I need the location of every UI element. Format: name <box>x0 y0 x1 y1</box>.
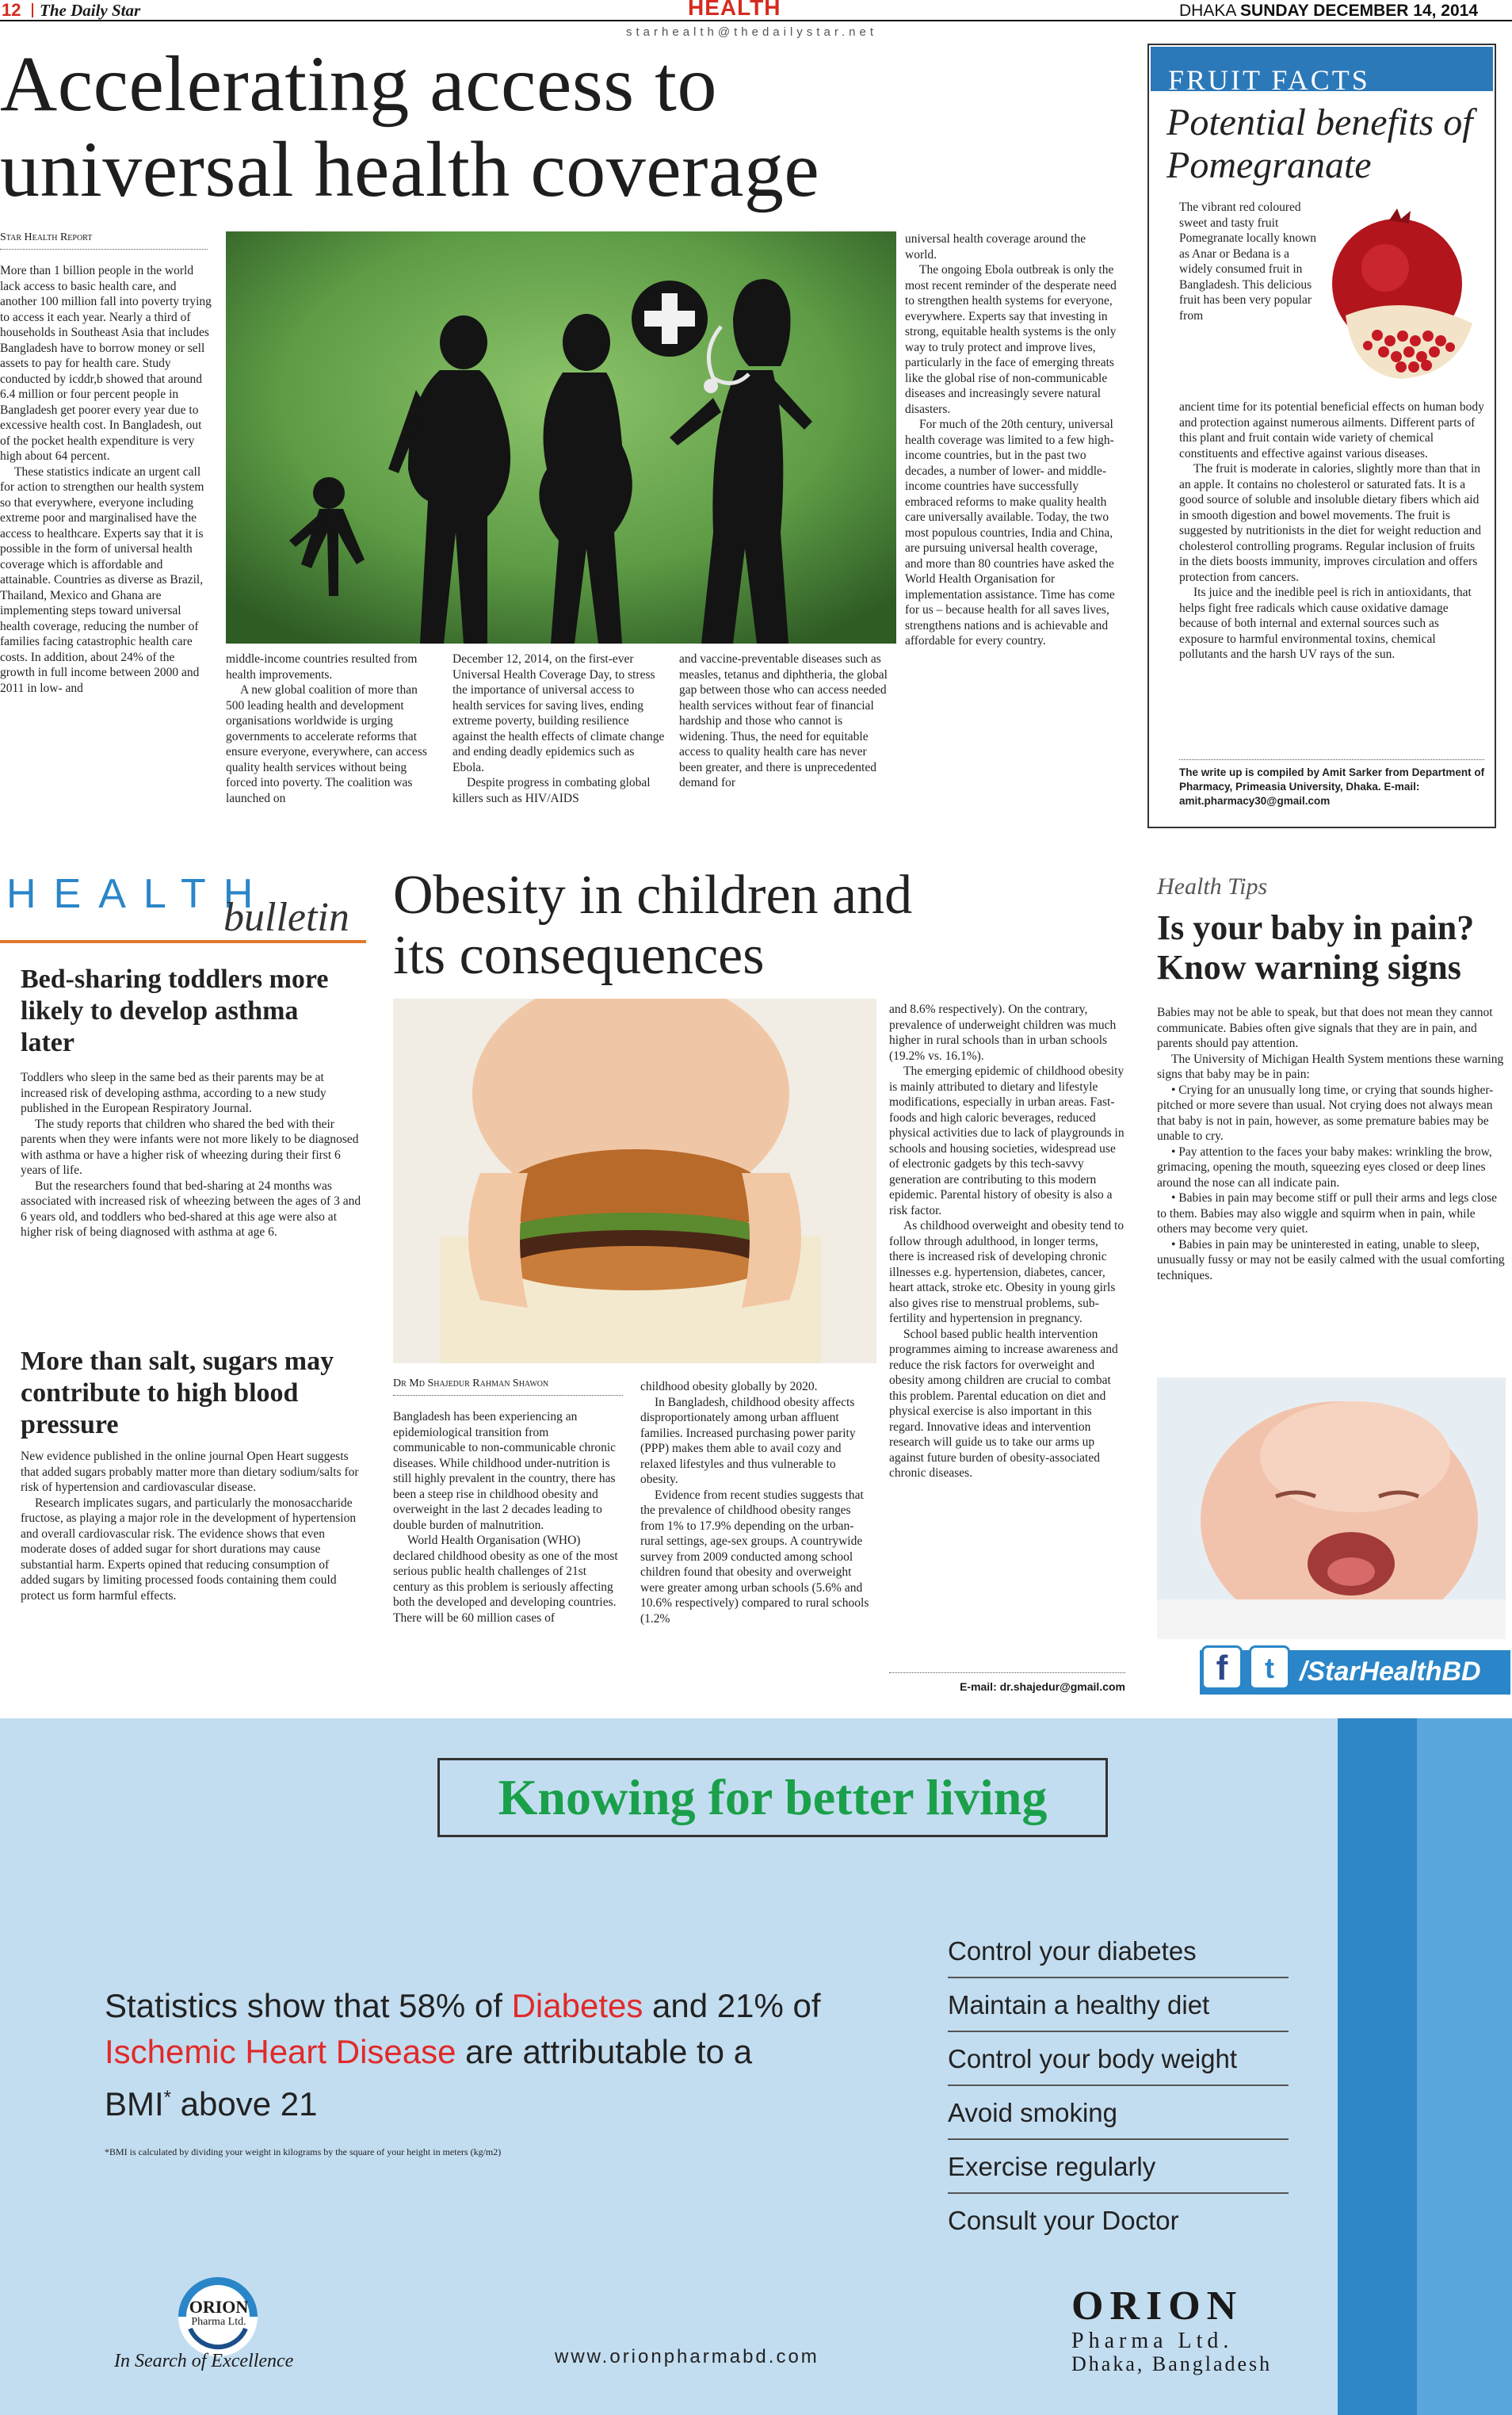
bulletin-rule <box>0 940 366 943</box>
lead-col-3 <box>452 652 665 842</box>
tips-title-line2: Know warning signs <box>1157 948 1461 987</box>
orion-company-sub: Pharma Ltd. <box>1071 2329 1234 2353</box>
fruit-facts-label-text: FRUIT FACTS <box>1168 64 1370 91</box>
ad-tip-4: Avoid smoking <box>948 2086 1289 2140</box>
twitter-icon[interactable] <box>1249 1645 1290 1690</box>
obesity-col3-p1: and 8.6% respectively). On the contrary, prevalence of underweight children was much higher in rural schools than in urban schools (19.2% vs. 16.1%). <box>889 1003 1117 1063</box>
obesity-col-3 <box>889 1002 1125 1668</box>
ad-statistic <box>105 1983 897 2127</box>
lead-col-4 <box>679 652 892 842</box>
ad-stat-ihd: Ischemic Heart Disease <box>105 2033 456 2070</box>
lead-col-2 <box>226 652 438 842</box>
dateline <box>1179 2 1478 21</box>
lead-col3-p2: Despite progress in combating global killers such as HIV/AIDS <box>452 776 651 805</box>
dateline-date: SUNDAY DECEMBER 14, 2014 <box>1240 2 1479 20</box>
fruit-facts-rule <box>1179 759 1484 760</box>
ad-stat-part2: and 21% of <box>643 1987 821 2024</box>
lead-col2-p2: A new global coalition of more than 500 leading health and development organisations worldwide is urging governments to accelerate reforms that ensure everyone, everywhere, can access quality health services without being forced into poverty. The coalition was launched on <box>226 683 427 805</box>
fruit-facts-p3: Its juice and the inedible peel is rich in antioxidants, that helps fight free radicals which cause oxidative damage because of both internal and external sources such as exposure to harmful environmental toxins, chemical pollutants and the harsh UV rays of the sun. <box>1179 586 1472 661</box>
ad-tip-2: Maintain a healthy diet <box>948 1978 1289 2032</box>
lead-col5-p1: universal health coverage around the world. <box>905 232 1086 262</box>
lead-headline-line1: Accelerating access to <box>0 40 717 128</box>
bulletin-story1-p3: But the researchers found that bed-sharing at 24 months was associated with increased risk of wheezing between the ages of 3 and 6 years old, and toddlers who bed-shared at this age were also at higher risk of being diagnosed with asthma at age 6. <box>21 1179 361 1239</box>
orion-company-city: Dhaka, Bangladesh <box>1071 2352 1273 2375</box>
lead-col5-p2: The ongoing Ebola outbreak is only the most recent reminder of the desperate need to strengthen health systems for everyone, everywhere. Experts say that investing in strong, equitable health systems is the only way to truly protect and improve lives, particularly in the face of emerging threats like the global rise of non-communicable diseases and increasingly severe natural disasters. <box>905 263 1117 416</box>
tips-p1: Babies may not be able to speak, but that does not mean they cannot communicate. Babies often give signals that they are in pain, and parents should pay attention. <box>1157 1006 1493 1050</box>
pomegranate-image <box>1322 204 1490 387</box>
ad-tip-5: Exercise regularly <box>948 2140 1289 2194</box>
obesity-col2-p3: Evidence from recent studies suggests that the prevalence of childhood obesity ranges from 1% to 17.9% depending on the urban-rural settings, age-sex groups. A countrywide survey from 2009 conducted among school children found that obesity and overweight were greater among urban schools (5.6% and 10.6% respectively) compared to rural schools (1.2% <box>640 1488 869 1626</box>
obesity-title-line1: Obesity in children and <box>393 865 913 926</box>
ad-tip-1: Control your diabetes <box>948 1924 1289 1978</box>
fruit-facts-wrap-text <box>1179 200 1326 406</box>
obesity-col3-p2: The emerging epidemic of childhood obesity is mainly attributed to dietary and lifestyle modifications, especially in urban areas. Fast-foods and high caloric beverages, reduced physical activities due to lack of playgrounds in schools and housing societies, widespread use of electronic gadgets by this tech-savvy generation are contributing to this modern epidemic. Parental history of obesity is also a risk factor. <box>889 1064 1124 1217</box>
facebook-icon-glyph: f <box>1216 1649 1228 1687</box>
tips-p6: • Babies in pain may be uninterested in eating, unable to sleep, unusually fussy or may not be easily calmed with the usual comforting techniques. <box>1157 1237 1505 1282</box>
tips-p5: • Babies in pain may become stiff or pull their arms and legs close to them. Babies may also wiggle and squirm when in pain, while others may become very quiet. <box>1157 1191 1498 1236</box>
fruit-facts-body <box>1179 399 1484 748</box>
obesity-byline: Dr Md Shajedur Rahman Shawon <box>393 1378 623 1396</box>
tips-title-line1: Is your baby in pain? <box>1157 908 1475 947</box>
ad-headline: Knowing for better living <box>498 1769 1048 1825</box>
ad-tips-list <box>948 1924 1289 2248</box>
tips-kicker: Health Tips <box>1157 873 1268 900</box>
orion-company-name: ORION <box>1071 2283 1243 2329</box>
lead-byline: Star Health Report <box>0 231 208 250</box>
lead-col5-p3: For much of the 20th century, universal health coverage was limited to a few high-income countries, but in the past two decades, a number of lower- and middle-income countries have successfully embraced reforms to make quality health care universally available. Today, the two most populous countries, India and China, are pursuing universal health coverage, and more than 80 countries have asked the World Health Organisation for implementation assistance. Time has come for us – because health for all saves lives, strengthens nations and is achievable and affordable for every country. <box>905 418 1115 648</box>
obesity-col3-p4: School based public health intervention programmes aiming to increase awareness and reduce the risk factors for overweight and obesity among children are crucial to combat this problem. Parental education on diet and physical exercise is also important in this regard. Innovative ideas and intervention research will guide us to take our arms up against future burden of obesity-associated chronic diseases. <box>889 1327 1118 1480</box>
tips-p2: The University of Michigan Health System mentions these warning signs that baby may be in pain: <box>1157 1052 1504 1081</box>
lead-illustration <box>226 231 896 644</box>
bulletin-story2-title: More than salt, sugars may contribute to high blood pressure <box>21 1347 334 1439</box>
obesity-col3-p3: As childhood overweight and obesity tend to follow through adulthood, in longer terms, there is increased risk of developing chronic illnesses e.g. hypertension, diabetes, cancer, heart attack, stroke etc. Obesity in young girls also gives rise to menstrual problems, sub-fertility and hypertension in pregnancy. <box>889 1219 1124 1325</box>
ad-stat-part3: are attributable to a <box>456 2033 753 2070</box>
ad-stat-part5: above 21 <box>171 2085 318 2123</box>
tips-body <box>1157 1005 1506 1373</box>
obesity-email: E-mail: dr.shajedur@gmail.com <box>960 1680 1125 1693</box>
ad-headline-box <box>437 1758 1108 1837</box>
page-number: 12 <box>2 0 21 20</box>
bulletin-script-word: bulletin <box>223 895 349 940</box>
fruit-facts-title-line1: Potential benefits of <box>1166 101 1473 143</box>
lead-col-5 <box>905 231 1117 842</box>
ad-stat-part1: Statistics show that 58% of <box>105 1987 512 2024</box>
lead-col3-p1: December 12, 2014, on the first-ever Universal Health Coverage Day, to stress the importance of universal access to health services for saving lives, ending extreme poverty, building resilience against the health effects of climate change and ending deadly epidemics such as Ebola. <box>452 652 665 774</box>
baby-photo <box>1157 1378 1506 1639</box>
lead-col1-p1: More than 1 billion people in the world lack access to basic health care, and another 100 million fall into poverty trying to access it each year. Nearly a third of households in Southeast Asia that includes Bangladesh have to borrow money or sell assets to pay for health care. Study conducted by icddr,b showed that around 6.4 million or four percent people in Bangladesh get poorer every year due to excessive health cost. In Bangladesh, out of the pocket health expenditure is very high about 64 percent. <box>0 264 212 463</box>
ad-tip-3: Control your body weight <box>948 2032 1289 2086</box>
obesity-title-line2: its consequences <box>393 925 765 986</box>
fruit-facts-p1-wrap: The vibrant red coloured sweet and tasty fruit Pomegranate locally known as Anar or Bedana is a widely consumed fruit in Bangladesh. This delicious fruit has been very popular from <box>1179 201 1317 323</box>
orion-tagline: In Search of Excellence <box>114 2351 294 2371</box>
fruit-facts-title-line2: Pomegranate <box>1166 144 1372 186</box>
obesity-col-1 <box>393 1409 623 1702</box>
header-email: starhealth@thedailystar.net <box>626 25 877 39</box>
ad-stripe-dark <box>1338 1718 1417 2415</box>
ad-footnote: *BMI is calculated by dividing your weight in kilograms by the square of your height in meters (kg/m2) <box>105 2146 502 2157</box>
orion-logo-word: ORION <box>189 2297 249 2317</box>
fruit-facts-label <box>1151 47 1493 91</box>
obesity-photo <box>393 999 876 1363</box>
social-handle[interactable]: /StarHealthBD <box>1300 1656 1481 1687</box>
crying-baby-photo <box>1157 1378 1506 1639</box>
ad-stat-diabetes: Diabetes <box>511 1987 643 2024</box>
pomegranate-icon <box>1322 204 1490 387</box>
lead-col-1 <box>0 263 212 838</box>
bulletin-story2-p1: New evidence published in the online journal Open Heart suggests that added sugars probably matter more than dietary sodium/salts for risk of hypertension and cardiovascular disease. <box>21 1450 359 1494</box>
bulletin-story2-p2: Research implicates sugars, and particularly the monosaccharide fructose, as playing a major role in the development of hypertension and overall cardiovascular risk. The evidence shows that even moderate doses of added sugar for short durations may cause substantial harm. Experts opined that reducing consumption of added sugars by limiting processed foods containing them could protect us form harmful effects. <box>21 1496 357 1603</box>
lead-col2-p1: middle-income countries resulted from health improvements. <box>226 652 418 682</box>
child-burger-photo <box>393 999 876 1363</box>
tips-p4: • Pay attention to the faces your baby makes: wrinkling the brow, grimacing, opening the mouth, squeezing eyes closed or deep lines around the nose can all indicate pain. <box>1157 1144 1492 1190</box>
tips-p3: • Crying for an unusually long time, or crying that sounds higher-pitched or more severe than usual. Not crying does not always mean that baby is not in pain, however, as some premature babies may be unable to cry. <box>1157 1083 1494 1143</box>
dateline-city: DHAKA <box>1179 2 1236 20</box>
lead-col1-p2: These statistics indicate an urgent call for action to strengthen our health system so that everywhere, everyone including extreme poor and marginalised have the access to healthcare. Experts say that it is possible in the form of universal health coverage which is affordable and attainable. Countries as diverse as Brazil, Thailand, Mexico and Ghana are implementing steps toward universal health coverage, reducing the number of families facing catastrophic health care costs. In addition, about 24% of the growth in full income between 2000 and 2011 in low- and <box>0 464 204 695</box>
bulletin-story1-body <box>21 1070 361 1330</box>
obesity-col-2 <box>640 1379 870 1704</box>
fruit-facts-p2: The fruit is moderate in calories, slightly more than that in an apple. It contains no cholesterol or saturated fats. It is a good source of soluble and insoluble dietary fibers which aid in smooth digestion and bowel movements. The fruit is suggested by nutritionists in the diet for weight reduction and cholesterol controlling programs. Regular inclusion of fruits in the diets boosts immunity, improves circulation and offers protection from cancers. <box>1179 462 1481 584</box>
bulletin-story1-p1: Toddlers who sleep in the same bed as their parents may be at increased risk of developing asthma, according to a new study published in the European Respiratory Journal. <box>21 1071 326 1115</box>
fruit-facts-p1-cont: ancient time for its potential beneficial effects on human body and protection against numerous ailments. Different parts of this plant and fruit contain wide variety of chemical constituents and effective against various diseases. <box>1179 400 1484 460</box>
fruit-facts-credit: The write up is compiled by Amit Sarker from Department of Pharmacy, Primeasia University, Dhaka. E-mail: amit.pharmacy30@gmail.com <box>1179 766 1485 807</box>
bulletin-story2-body <box>21 1449 361 1687</box>
facebook-icon[interactable] <box>1201 1645 1243 1690</box>
bulletin-story1-title: Bed-sharing toddlers more likely to develop asthma later <box>21 965 329 1057</box>
ad-stat-asterisk: * <box>163 2087 172 2108</box>
lead-col4-p1: and vaccine-preventable diseases such as measles, tetanus and diphtheria, the global gap between those who can access needed health services without fear of financial hardship and those who cannot is widening. Thus, the need for equitable access to quality health care has never been greater, and there is unprecedented demand for <box>679 652 888 789</box>
bulletin-health-word: HEALTH <box>6 871 271 917</box>
masthead: The Daily Star <box>40 1 141 20</box>
header-divider <box>32 3 33 17</box>
health-family-illustration <box>226 231 896 644</box>
obesity-email-rule <box>889 1672 1125 1673</box>
orion-logo-sub: Pharma Ltd. <box>191 2316 246 2328</box>
section-title: HEALTH <box>688 0 781 20</box>
ad-stripe-light <box>1417 1718 1512 2415</box>
ad-stat-bmi: BMI <box>105 2085 164 2123</box>
bulletin-story1-p2: The study reports that children who shared the bed with their parents when they were infants were not more likely to be diagnosed with asthma or have a higher risk of wheezing during their first 6 years of life. <box>21 1117 359 1177</box>
lead-headline-line2: universal health coverage <box>0 125 820 213</box>
ad-tip-6: Consult your Doctor <box>948 2206 1179 2235</box>
twitter-icon-glyph: t <box>1265 1652 1274 1684</box>
obesity-col2-p1: childhood obesity globally by 2020. <box>640 1380 818 1393</box>
orion-website[interactable]: www.orionpharmabd.com <box>555 2346 819 2367</box>
obesity-col1-p1: Bangladesh has been experiencing an epidemiological transition from communicable to non-communicable chronic diseases. While childhood under-nutrition is still highly prevalent in the country, there has been a steep rise in childhood obesity and overweight in the last 2 decades leading to double burden of malnutrition. <box>393 1410 617 1532</box>
obesity-col1-p2: World Health Organisation (WHO) declared childhood obesity as one of the most serious public health challenges of 21st century as this problem is seriously affecting both the developed and developing countries. There will be 60 million cases of <box>393 1534 618 1625</box>
obesity-col2-p2: In Bangladesh, childhood obesity affects disproportionately among urban affluent families. Increased purchasing power parity (PPP) makes them able to avail cozy and relaxed lifestyles and thus vulnerable to obesity. <box>640 1395 856 1486</box>
